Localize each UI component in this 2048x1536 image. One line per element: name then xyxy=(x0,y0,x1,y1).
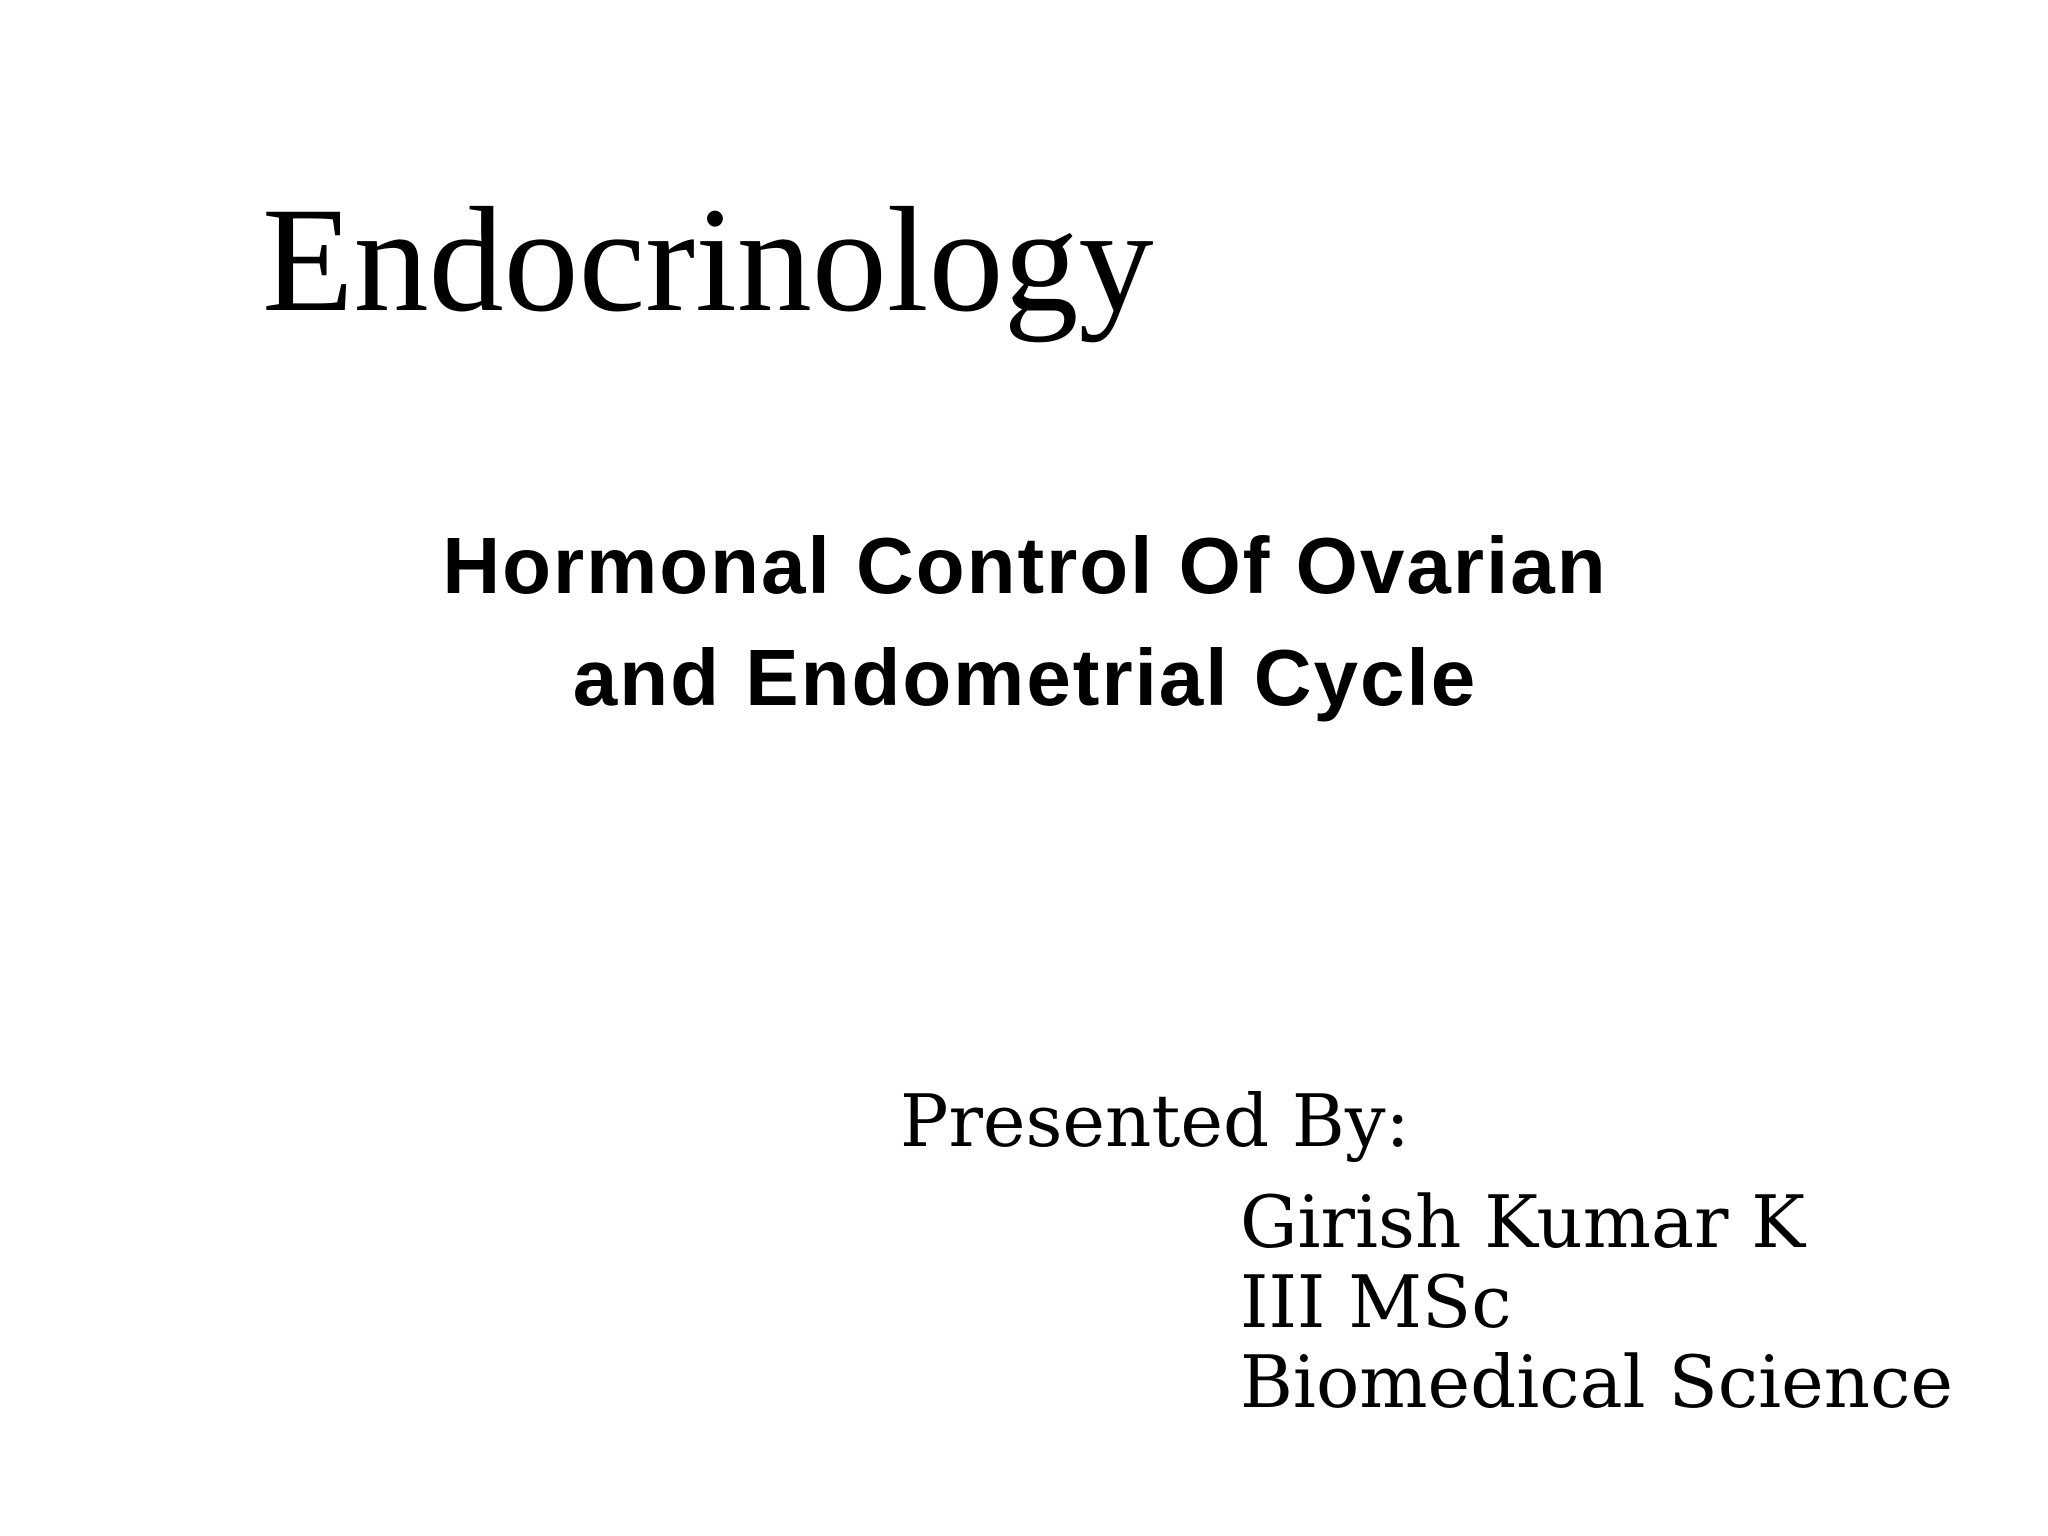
presenter-details xyxy=(1240,1182,1953,1422)
presenter-name: Girish Kumar K xyxy=(1240,1180,1806,1264)
subtitle-line-2: and Endometrial Cycle xyxy=(572,633,1478,722)
presenter-department: Biomedical Science xyxy=(1240,1340,1954,1424)
slide-title: Endocrinology xyxy=(262,177,1154,343)
subtitle-line-1: Hormonal Control Of Ovarian xyxy=(442,521,1608,610)
presenter-course: III MSc xyxy=(1240,1260,1512,1344)
presenter-label: Presented By: xyxy=(900,1079,1410,1163)
slide-subtitle xyxy=(160,510,1890,734)
